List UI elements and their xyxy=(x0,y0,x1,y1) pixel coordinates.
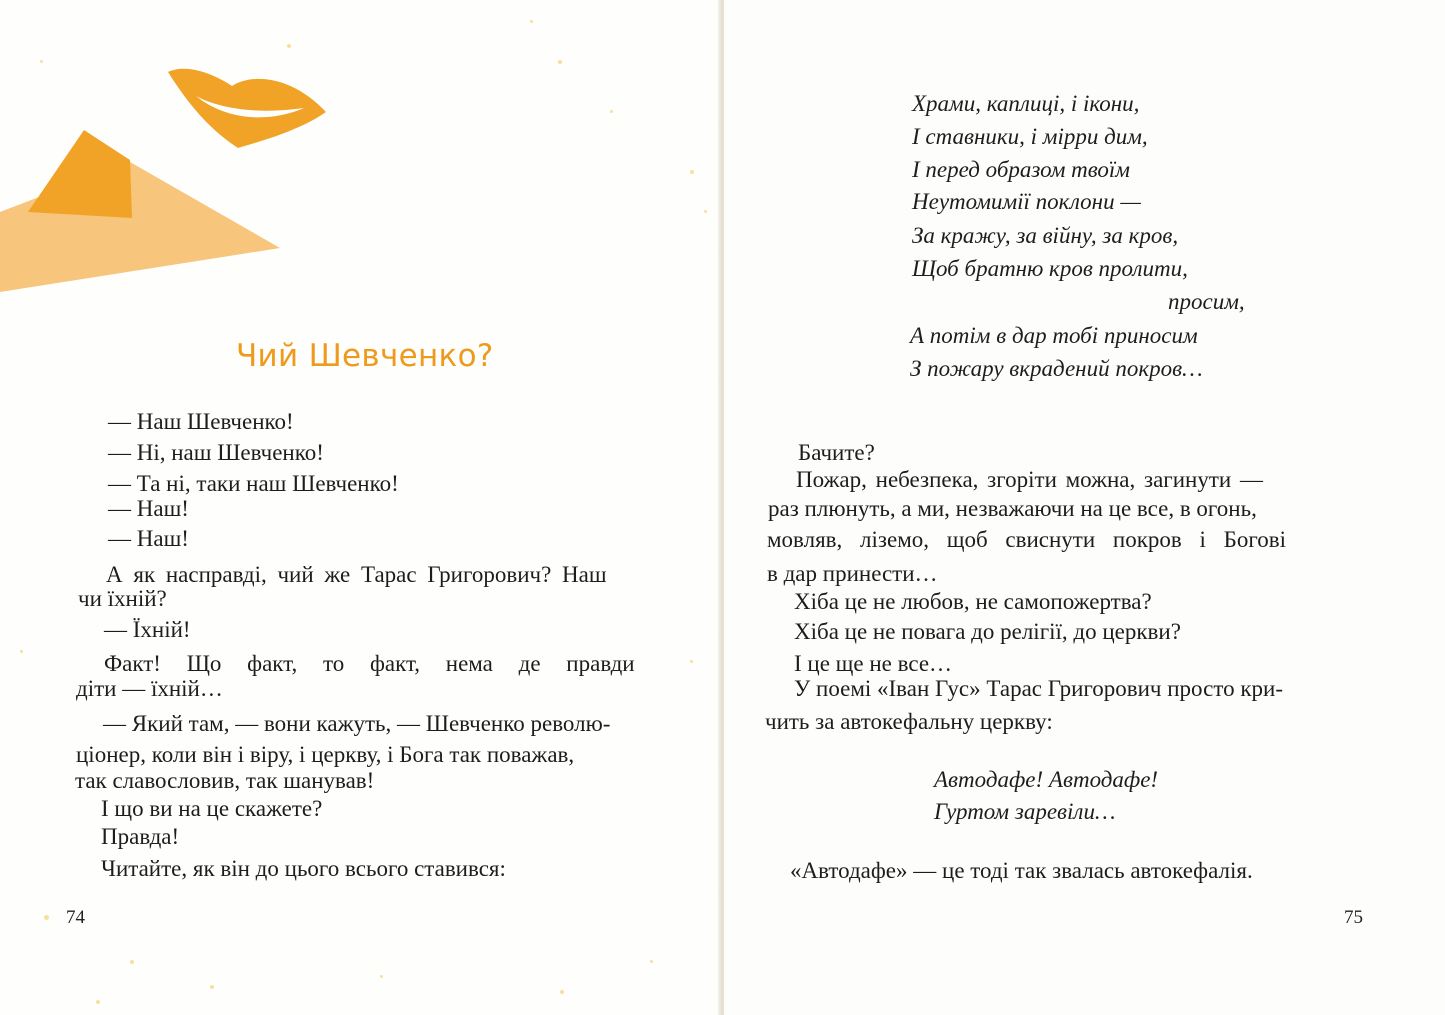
speck xyxy=(690,660,693,663)
speck xyxy=(558,60,562,64)
text-line: «Автодафе» — це тоді так звалась автокефалія. xyxy=(790,858,1253,883)
speck xyxy=(210,985,214,989)
text-line: Факт! Що факт, то факт, нема де правди xyxy=(104,651,635,676)
text-line: Бачите? xyxy=(798,440,875,465)
speck xyxy=(530,20,533,23)
speck xyxy=(96,1000,100,1004)
text-line: раз плюнуть, а ми, незважаючи на це все, в огонь, xyxy=(768,496,1257,521)
text-line: Пожар, небезпека, згоріти можна, загинути — xyxy=(796,467,1263,492)
page-number: 75 xyxy=(1344,907,1363,928)
text-line: А як насправді, чий же Тарас Григорович? Наш xyxy=(106,562,607,587)
text-line: І це ще не все… xyxy=(794,651,953,676)
text-line: — Наш! xyxy=(108,526,189,551)
verse-line: Автодафе! Автодафе! xyxy=(934,767,1159,792)
text-line: Хіба це не повага до релігії, до церкви? xyxy=(794,619,1181,644)
text-line: Правда! xyxy=(101,824,180,849)
text-line: Читайте, як він до цього всього ставився: xyxy=(101,856,506,881)
verse-line: І ставники, і мірри дим, xyxy=(912,124,1148,149)
left-page xyxy=(0,0,722,1015)
speck xyxy=(44,915,49,920)
text-line: чи їхній? xyxy=(78,586,167,611)
verse-line: І перед образом твоїм xyxy=(912,157,1130,182)
light-triangle-shape-icon xyxy=(0,162,280,292)
verse-line: Неутомимії поклони — xyxy=(912,189,1141,214)
speck xyxy=(130,960,134,964)
speck xyxy=(20,650,23,653)
text-line: в дар принести… xyxy=(767,561,938,586)
text-line: чить за автокефальну церкву: xyxy=(765,709,1053,734)
speck xyxy=(560,990,564,994)
text-line: У поемі «Іван Гус» Тарас Григорович просто кри- xyxy=(794,676,1283,701)
triangle-shape-icon xyxy=(28,130,132,218)
speck xyxy=(380,975,383,978)
text-line: — Їхній! xyxy=(104,617,191,642)
speck xyxy=(704,210,707,213)
text-line: мовляв, ліземо, щоб свиснути покров і Богові xyxy=(767,527,1286,552)
speck xyxy=(690,170,694,174)
verse-line: Храми, каплиці, і ікони, xyxy=(912,91,1140,116)
text-line: І що ви на це скажете? xyxy=(101,796,323,821)
verse-line: просим, xyxy=(1168,289,1245,314)
verse-line: Щоб братню кров пролити, xyxy=(912,256,1188,281)
text-line: — Ні, наш Шевченко! xyxy=(108,440,324,465)
text-line: — Який там, — вони кажуть, — Шевченко револю- xyxy=(103,711,611,736)
text-line: так славословив, так шанував! xyxy=(75,768,375,793)
text-line: Хіба це не любов, не самопожертва? xyxy=(794,589,1152,614)
decor-shapes xyxy=(0,0,340,300)
speck xyxy=(610,110,613,113)
text-line: діти — їхній… xyxy=(76,676,223,701)
text-line: — Наш Шевченко! xyxy=(108,409,294,434)
speck xyxy=(650,960,653,963)
text-line: — Та ні, таки наш Шевченко! xyxy=(108,471,399,496)
text-line: ціонер, коли він і віру, і церкву, і Бога так поважав, xyxy=(76,742,575,767)
text-line: — Наш! xyxy=(108,496,189,521)
lips-icon xyxy=(168,69,326,148)
chapter-title: Чий Шевченко? xyxy=(236,338,494,374)
verse-line: За кражу, за війну, за кров, xyxy=(912,223,1179,248)
verse-line: Гуртом заревіли… xyxy=(934,799,1116,824)
verse-line: З пожару вкрадений покров… xyxy=(910,356,1203,381)
verse-line: А потім в дар тобі приносим xyxy=(910,323,1198,348)
right-page xyxy=(724,0,1445,1015)
page-number: 74 xyxy=(66,907,85,928)
